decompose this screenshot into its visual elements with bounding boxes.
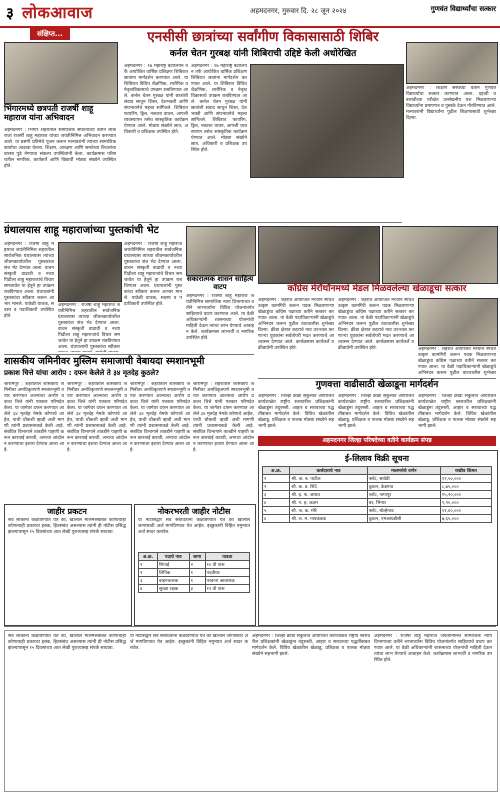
classified-col-2: या नोटीसद्वारे सर्व संबंधितांना कळविण्यात येते की खालील जागांसाठी अर्ज मागविण्यात येत आहेत. इच्छुकांनी विहित नमुन्यात अर्ज सादर करावेत.	[130, 634, 248, 651]
tender-notice-intro: या नोटीसद्वारे सर्व संबंधितांना कळविण्यात येते की खालील जागांसाठी अर्ज मागविण्यात येत आहेत. इच्छुकांनी विहित नमुन्यात अर्ज सादर करावेत.	[138, 518, 250, 535]
divider	[4, 626, 496, 627]
table-cell: ३	[139, 577, 158, 585]
table-cell: १	[189, 577, 205, 585]
lead-body-col-2: अहमदनगर : १७ महाराष्ट्र बटालियन तर्फे आयोजित वार्षिक प्रशिक्षण शिबिरात छात्रांना मार्गदर्शन करण्यात आले. या शिबिरात विविध शैक्षणिक, शारीरिक व नेतृत्वविकासाचे उपक्रम राबविण्यात आले. कर्नल चेतन गुरबक्ष यांनी छात्रांशी संवाद साधून शिस्त, देशभक्ती आणि संघभावनेचे महत्त्व सांगितले. शिबिरात फायरिंग, ड्रिल, नकाशा वाचन, आपत्ती व्यवस्थापन तसेच सांस्कृतिक कार्यक्रम घेण्यात आले. मोठ्या संख्येने छात्र, अधिकारी व प्रशिक्षक उपस्थित होते.	[191, 64, 247, 153]
table-row	[139, 569, 250, 577]
divider	[4, 354, 254, 355]
left-story-1-photo	[4, 42, 118, 104]
table-cell: ३	[263, 491, 290, 499]
table-cell: घर, भिंगार	[367, 499, 440, 507]
classified-col-1: सर्व लोकांना कळविण्यात येते की, खालील मालमत्तेबाबत कोणाचाही कोणत्याही प्रकारचा हक्क, हितसंबंध असल्यास त्यांनी ही नोटीस प्रसिद्ध झाल्यापासून १५ दिवसांच्या आत लेखी पुराव्यासह संपर्क साधावा.	[8, 634, 126, 651]
table-cell: २	[139, 569, 158, 577]
right-col-body: अहमदनगर : शिक्षण संस्थेच्या वतीने गुणवंत विद्यार्थ्यांचा सत्कार करण्यात आला. दहावी व बारावीच्या परीक्षेत उल्लेखनीय यश मिळवणाऱ्या विद्यार्थ्यांना प्रमाणपत्र व पुस्तके देऊन गौरविण्यात आले. मान्यवरांनी विद्यार्थ्यांना पुढील शिक्षणासाठी शुभेच्छा दिल्या.	[406, 86, 496, 121]
page-number: ३	[6, 4, 14, 22]
table-row	[139, 585, 250, 593]
wide-story-body-col-3: श्रीरामपूर : शहरातील शासकीय जमिनीवर अनधिकृतपणे स्मशानभूमी तयार करण्यात आल्याचा आरोप प्रकाश चित्ते यांनी पत्रकार परिषदेत केला. या जागेवर दफन करण्यात आलेले ३४ मृतदेह नेमके कोणाचे आहेत, याची चौकशी व्हावी अशी मागणी त्यांनी प्रशासनाकडे केली आहे. संबंधित विभागाने तातडीने पाहणी करून कारवाई करावी, अन्यथा आंदोलन करण्याचा इशारा देण्यात आला आहे.	[130, 382, 190, 453]
table-cell: १	[139, 561, 158, 569]
right-story-2-headline: गुणवत्ता वाढीसाठी खेळाडूना मार्गदर्शन	[315, 380, 439, 390]
left-story-2-body-col-3: अहमदनगर : राजर्षी शाहू महाराज जयंतीनिमित्त शहरातील सार्वजनिक ग्रंथालयास त्यांच्या जीवनकार्यावरील पुस्तकांचा संच भेट देण्यात आला. वाचन संस्कृती वाढावी व नव्या पिढीला शाहू महाराजांचे विचार समजावेत या हेतूने हा उपक्रम राबविण्यात आला. ग्रंथपालांनी पुस्तकांचा स्वीकार करून आभार मानले. यावेळी वाचक, सदस्य व पदाधिकारी उपस्थित होते.	[124, 242, 182, 307]
tender-notice-table	[138, 552, 250, 593]
divider	[258, 378, 496, 379]
right-story-1-photo-a	[258, 226, 380, 284]
table-cell: ७,६५,०००	[440, 515, 491, 523]
table-cell: फ्लॅट, सावेडी	[367, 475, 440, 483]
table-header: कर्जदाराचे नाव	[290, 467, 367, 475]
wide-story-body-col-4: श्रीरामपूर : शहरातील शासकीय जमिनीवर अनधिकृतपणे स्मशानभूमी तयार करण्यात आल्याचा आरोप प्रकाश चित्ते यांनी पत्रकार परिषदेत केला. या जागेवर दफन करण्यात आलेले ३४ मृतदेह नेमके कोणाचे आहेत, याची चौकशी व्हावी अशी मागणी त्यांनी प्रशासनाकडे केली आहे. संबंधित विभागाने तातडीने पाहणी करून कारवाई करावी, अन्यथा आंदोलन करण्याचा इशारा देण्यात आला आहे.	[193, 382, 254, 453]
auction-notice-table	[262, 466, 492, 523]
right-story-1-headline: काँग्रेस मेरॉथॉनमध्ये मेडल मिळवलेल्या खेळाडूचा सत्कार	[287, 284, 467, 294]
right-col-photo	[406, 42, 498, 84]
right-story-2-body-col-1: अहमदनगर : जिल्हा क्रीडा संकुलात आयोजित कार्यशाळेत राष्ट्रीय स्तरावरील प्रशिक्षकांनी खेळाडूंना तंदुरुस्ती, आहार व सरावाच्या पद्धतींबाबत मार्गदर्शन केले. विविध खेळांतील खेळाडू, प्रशिक्षक व पालक मोठ्या संख्येने सहभागी झाले.	[258, 394, 334, 429]
table-cell: ९,९०,०००	[440, 499, 491, 507]
table-cell: ४	[139, 585, 158, 593]
table-cell: ४	[263, 499, 290, 507]
table-cell: ११,४०,०००	[440, 507, 491, 515]
left-story-1-headline: भिंगारमध्ये छत्रपती राजर्षी शाहू महाराज यांना अभिवादन	[4, 104, 94, 122]
left-story-2-body-col-2: अहमदनगर : राजर्षी शाहू महाराज जयंतीनिमित्त शहरातील सार्वजनिक ग्रंथालयास त्यांच्या जीवनकार्यावरील पुस्तकांचा संच भेट देण्यात आला. वाचन संस्कृती वाढावी व नव्या पिढीला शाहू महाराजांचे विचार समजावेत या हेतूने हा उपक्रम राबविण्यात आला. ग्रंथपालांनी पुस्तकांचा स्वीकार	[58, 303, 120, 350]
middle-story-photo	[186, 226, 256, 276]
table-cell: १२ वी पास	[205, 585, 249, 593]
table-cell: परवाना आवश्यक	[205, 577, 249, 585]
table-cell: सौ. क. ड. शिंदे	[290, 483, 367, 491]
table-cell: १० वी पास	[205, 561, 249, 569]
public-notice-title: जाहीर प्रकटन	[47, 507, 87, 516]
tender-notice-title: नोकरभरती जाहीर नोटीस	[157, 507, 231, 516]
table-header: पदाचे नाव	[157, 553, 189, 561]
table-row	[139, 561, 250, 569]
masthead-tagline: गुणवंत विद्यार्थ्यांचा सत्कार	[430, 5, 496, 13]
table-cell: ८,७५,०००	[440, 483, 491, 491]
table-row	[263, 507, 492, 515]
banner-strip: अहमदनगर जिल्हा परिषदेच्या वतीने कार्यक्रम संपन्न	[258, 436, 496, 446]
table-cell: सौ. ज. क. मोरे	[290, 507, 367, 515]
table-cell: दुकान, एमआयडीसी	[367, 515, 440, 523]
right-story-2-body-col-3: अहमदनगर : जिल्हा क्रीडा संकुलात आयोजित कार्यशाळेत राष्ट्रीय स्तरावरील प्रशिक्षकांनी खेळाडूंना तंदुरुस्ती, आहार व सरावाच्या पद्धतींबाबत मार्गदर्शन केले. विविध खेळांतील खेळाडू, प्रशिक्षक व पालक मोठ्या संख्येने सहभागी झाले.	[418, 394, 496, 429]
table-header: अ.क्र.	[139, 553, 158, 561]
divider	[4, 222, 402, 223]
left-story-2-body-col-1: अहमदनगर : राजर्षी शाहू महाराज जयंतीनिमित्त शहरातील सार्वजनिक ग्रंथालयास त्यांच्या जीवनकार्यावरील पुस्तकांचा संच भेट देण्यात आला. वाचन संस्कृती वाढावी व नव्या पिढीला शाहू महाराजांचे विचार समजावेत या हेतूने हा उपक्रम राबविण्यात आला. ग्रंथपालांनी पुस्तकांचा स्वीकार करून आभार मानले. यावेळी वाचक, सदस्य व पदाधिकारी उपस्थित होते.	[4, 242, 54, 319]
table-cell: श्री. ग. ह. कदम	[290, 499, 367, 507]
paper-name: लोकआवाज	[22, 3, 94, 22]
auction-notice-title: ई-लिलाव विक्री सूचना	[345, 454, 409, 463]
table-cell: १५,२०,०००	[440, 491, 491, 499]
wide-story-headline: शासकीय जमिनीवर मुस्लिम समाजाची वेबायदा स्मशानभूमी	[4, 356, 205, 367]
classified-col-3: अहमदनगर : जिल्हा क्रीडा संकुलात आयोजित कार्यशाळेत राष्ट्रीय स्तरावरील प्रशिक्षकांनी खेळाडूंना तंदुरुस्ती, आहार व सरावाच्या पद्धतींबाबत मार्गदर्शन केले. विविध खेळांतील खेळाडू, प्रशिक्षक व पालक मोठ्या संख्येने सहभागी झाले.	[252, 634, 370, 657]
right-story-1-body-col-1: अहमदनगर : शहरात आयोजित मॅरेथॉन स्पर्धेत उत्कृष्ट कामगिरी करून पदक मिळवणाऱ्या खेळाडूंचा काँग्रेस पक्षाच्या वतीने सत्कार करण्यात आला. या वेळी पदाधिकाऱ्यांनी खेळाडूंचे अभिनंदन करून पुढील वाटचालीस शुभेच्छा दिल्या. क्रीडा क्षेत्रात शहराचे नाव उज्ज्वल करणाऱ्या युवकांना सर्वतोपरी मदत करण्याचे आश्वासन देण्यात आले. कार्यक्रमास कार्यकर्ते व क्रीडाप्रेमी उपस्थित होते.	[258, 298, 334, 351]
lead-headline: एनसीसी छात्रांच्या सर्वांगीण विकासासाठी शिबिर	[147, 29, 379, 45]
table-row	[263, 515, 492, 523]
dateline: अहमदनगर, गुरुवार दि. २८ जून २०२४	[250, 7, 347, 15]
left-story-2-photo	[58, 242, 122, 302]
table-cell: ३	[189, 585, 205, 593]
table-header: राखीव किंमत	[440, 467, 491, 475]
table-cell: वाहनचालक	[157, 577, 189, 585]
table-row	[263, 483, 492, 491]
section-tag: संक्षिप्त...	[30, 28, 70, 40]
wide-story-subheadline: प्रकाश चित्ते यांचा आरोप : दफन केलेले ते ३४ मृतदेह कुठले?	[4, 369, 160, 377]
table-cell: २	[263, 483, 290, 491]
table-cell: ६	[263, 515, 290, 523]
table-cell: प्लॉट, नागापूर	[367, 491, 440, 499]
table-row	[263, 475, 492, 483]
middle-story-headline: सकारात्मक शासन साहित्य वाटप	[186, 275, 254, 291]
table-cell: फ्लॅट, बोल्हेगाव	[367, 507, 440, 515]
left-story-1-body: अहमदनगर : भिंगार शहरातील सामाजिक संघटनांच्या वतीने लोकराजा राजर्षी शाहू महाराज यांच्या जयंतीनिमित्त अभिवादन करण्यात आले. या प्रसंगी प्रतिमेचे पूजन करून मान्यवरांनी त्यांच्या सामाजिक कार्याचा आढावा घेतला. शिक्षण, आरक्षण आणि समतेच्या विचारांचा वारसा पुढे नेण्याचा संकल्प उपस्थितांनी केला. कार्यक्रमास परिसरातील नागरिक, कार्यकर्ते आणि विद्यार्थी मोठ्या संख्येने उपस्थित होते.	[4, 128, 116, 169]
table-cell: श्री. ल. म. गायकवाड	[290, 515, 367, 523]
table-header: अ.क्र.	[263, 467, 290, 475]
lead-subheadline: कर्नल चेतन गुरबक्ष यांनी शिबिराची उद्दिष्टे केली अधोरेखित	[169, 49, 357, 59]
right-story-1-photo-b	[382, 226, 498, 284]
table-header: पात्रता	[205, 553, 249, 561]
table-cell: ५	[263, 507, 290, 515]
table-row	[263, 499, 492, 507]
classified-col-4: अहमदनगर : राजर्षी शाहू महाराज जयंतीनिमित्त सामाजिक न्याय विभागाच्या वतीने लाभार्थ्यांना विविध योजनांतर्गत साहित्याचे वाटप करण्यात आले. या वेळी अधिकाऱ्यांनी शासनाच्या योजनांची माहिती देऊन त्यांचा लाभ घेण्याचे आवाहन केले. कार्यक्रमास लाभार्थी व नागरिक उपस्थित होते.	[374, 634, 492, 663]
table-cell: लिपिक	[157, 569, 189, 577]
table-cell: १२,५०,०००	[440, 475, 491, 483]
table-cell: सुरक्षा रक्षक	[157, 585, 189, 593]
table-cell: १	[189, 569, 205, 577]
table-cell: २	[189, 561, 205, 569]
table-header: जागा	[189, 553, 205, 561]
right-story-1-body-col-3: अहमदनगर : शहरात आयोजित मॅरेथॉन स्पर्धेत उत्कृष्ट कामगिरी करून पदक मिळवणाऱ्या खेळाडूंचा काँग्रेस पक्षाच्या वतीने सत्कार करण्यात आला. या वेळी पदाधिकाऱ्यांनी खेळाडूंचे अभिनंदन करून पुढील वाटचालीस शुभेच्छा	[418, 347, 496, 376]
table-row	[263, 491, 492, 499]
middle-story-body: अहमदनगर : राजर्षी शाहू महाराज जयंतीनिमित्त सामाजिक न्याय विभागाच्या वतीने लाभार्थ्यांना विविध योजनांतर्गत साहित्याचे वाटप करण्यात आले. या वेळी अधिकाऱ्यांनी शासनाच्या योजनांची माहिती देऊन त्यांचा लाभ घेण्याचे आवाहन केले. कार्यक्रमास लाभार्थी व नागरिक उपस्थित होते.	[186, 294, 254, 341]
table-cell: श्री. अ. ब. पाटील	[290, 475, 367, 483]
table-cell: दुकान, केडगाव	[367, 483, 440, 491]
table-cell: शिपाई	[157, 561, 189, 569]
right-story-2-body-col-2: अहमदनगर : जिल्हा क्रीडा संकुलात आयोजित कार्यशाळेत राष्ट्रीय स्तरावरील प्रशिक्षकांनी खेळाडूंना तंदुरुस्ती, आहार व सरावाच्या पद्धतींबाबत मार्गदर्शन केले. विविध खेळांतील खेळाडू, प्रशिक्षक व पालक मोठ्या संख्येने सहभागी झाले.	[338, 394, 414, 429]
lead-body-col-1: अहमदनगर : १७ महाराष्ट्र बटालियन तर्फे आयोजित वार्षिक प्रशिक्षण शिबिरात छात्रांना मार्गदर्शन करण्यात आले. या शिबिरात विविध शैक्षणिक, शारीरिक व नेतृत्वविकासाचे उपक्रम राबविण्यात आले. कर्नल चेतन गुरबक्ष यांनी छात्रांशी संवाद साधून शिस्त, देशभक्ती आणि संघभावनेचे महत्त्व सांगितले. शिबिरात फायरिंग, ड्रिल, नकाशा वाचन, आपत्ती व्यवस्थापन तसेच सांस्कृतिक कार्यक्रम घेण्यात आले. मोठ्या संख्येने छात्र, अधिकारी व प्रशिक्षक उपस्थित होते.	[124, 64, 188, 135]
table-cell: श्री. इ. फ. जाधव	[290, 491, 367, 499]
left-story-2-headline: ग्रंथालयास शाहू महाराजांच्या पुस्तकांची भेट	[4, 225, 159, 236]
wide-story-body-col-2: श्रीरामपूर : शहरातील शासकीय जमिनीवर अनधिकृतपणे स्मशानभूमी तयार करण्यात आल्याचा आरोप प्रकाश चित्ते यांनी पत्रकार परिषदेत केला. या जागेवर दफन करण्यात आलेले ३४ मृतदेह नेमके कोणाचे आहेत, याची चौकशी व्हावी अशी मागणी त्यांनी प्रशासनाकडे केली आहे. संबंधित विभागाने तातडीने पाहणी करून कारवाई करावी, अन्यथा आंदोलन करण्याचा इशारा देण्यात आला आहे.	[67, 382, 127, 453]
right-story-1-body-col-2: अहमदनगर : शहरात आयोजित मॅरेथॉन स्पर्धेत उत्कृष्ट कामगिरी करून पदक मिळवणाऱ्या खेळाडूंचा काँग्रेस पक्षाच्या वतीने सत्कार करण्यात आला. या वेळी पदाधिकाऱ्यांनी खेळाडूंचे अभिनंदन करून पुढील वाटचालीस शुभेच्छा दिल्या. क्रीडा क्षेत्रात शहराचे नाव उज्ज्वल करणाऱ्या युवकांना सर्वतोपरी मदत करण्याचे आश्वासन देण्यात आले. कार्यक्रमास कार्यकर्ते व क्रीडाप्रेमी उपस्थित होते.	[338, 298, 414, 351]
table-cell: पदवीधर	[205, 569, 249, 577]
right-story-1-photo-c	[418, 298, 498, 346]
lead-photo	[250, 64, 404, 178]
public-notice-body: सर्व लोकांना कळविण्यात येते की, खालील मालमत्तेबाबत कोणाचाही कोणत्याही प्रकारचा हक्क, हितसंबंध असल्यास त्यांनी ही नोटीस प्रसिद्ध झाल्यापासून १५ दिवसांच्या आत लेखी पुराव्यासह संपर्क साधावा.	[8, 518, 126, 535]
table-cell: १	[263, 475, 290, 483]
table-header: मालमत्तेचे वर्णन	[367, 467, 440, 475]
table-row	[139, 577, 250, 585]
wide-story-body-col-1: श्रीरामपूर : शहरातील शासकीय जमिनीवर अनधिकृतपणे स्मशानभूमी तयार करण्यात आल्याचा आरोप प्रकाश चित्ते यांनी पत्रकार परिषदेत केला. या जागेवर दफन करण्यात आलेले ३४ मृतदेह नेमके कोणाचे आहेत, याची चौकशी व्हावी अशी मागणी त्यांनी प्रशासनाकडे केली आहे. संबंधित विभागाने तातडीने पाहणी करून कारवाई करावी, अन्यथा आंदोलन करण्याचा इशारा देण्यात आला आहे.	[4, 382, 64, 453]
